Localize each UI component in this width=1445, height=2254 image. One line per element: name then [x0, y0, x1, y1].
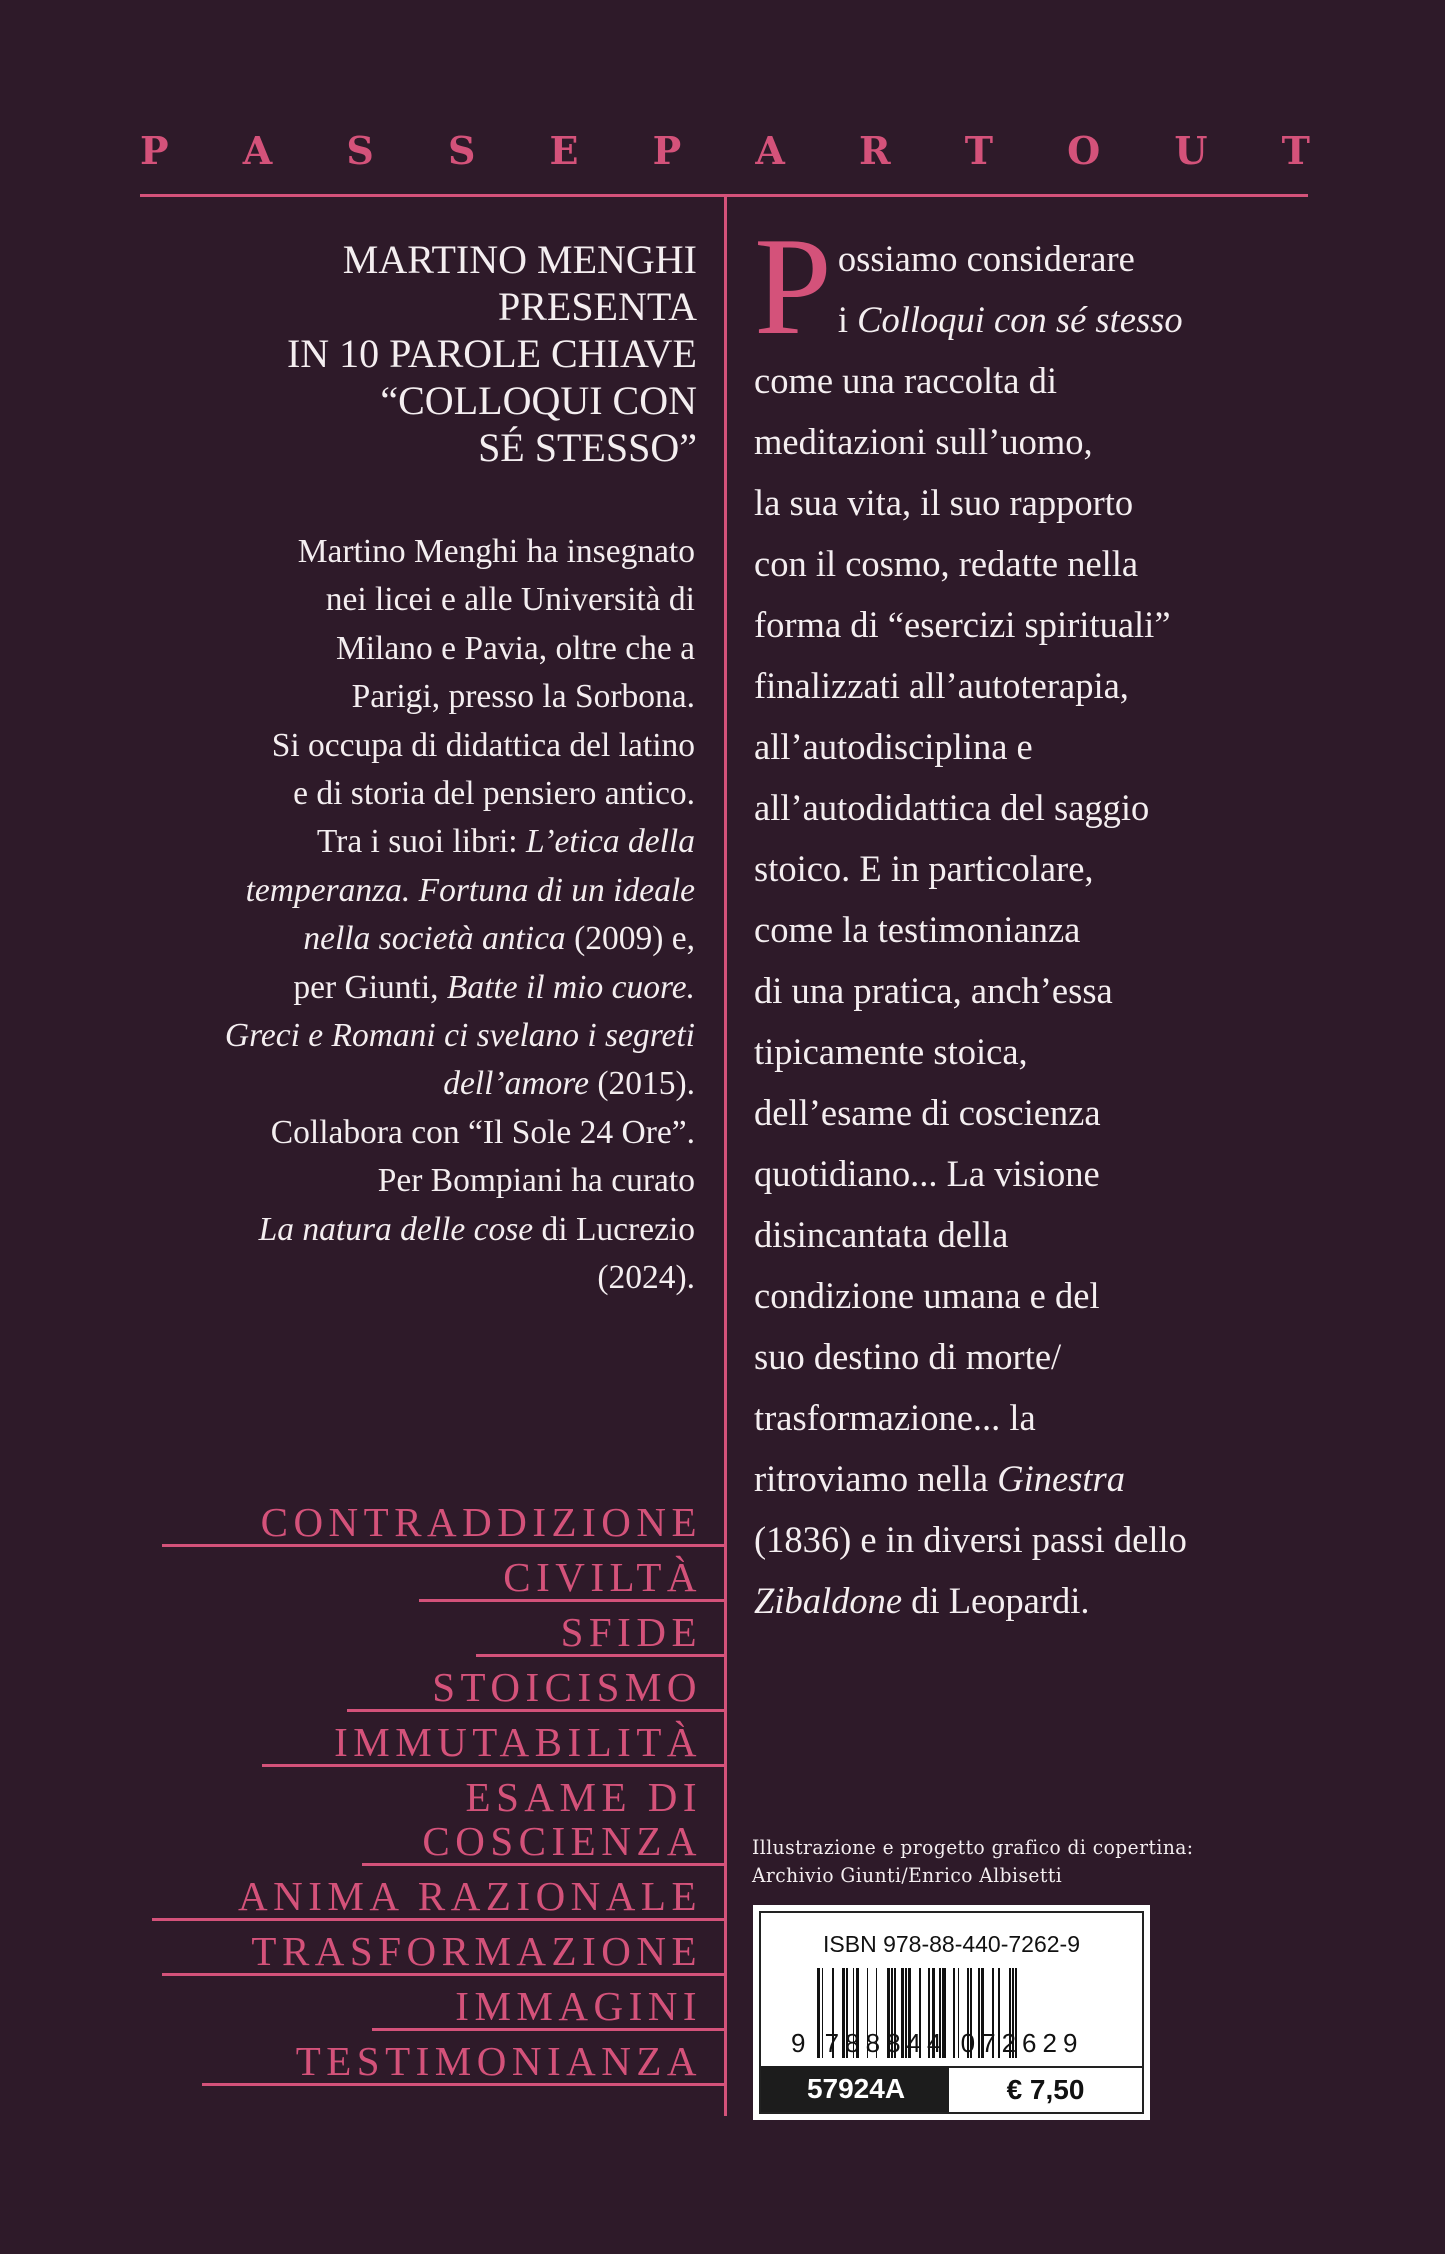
bio-line: e di storia del pensiero antico. [293, 775, 695, 813]
blurb-line: ossiamo considerare [837, 238, 1135, 279]
title-line: PRESENTA [497, 284, 697, 329]
title-line: IN 10 PAROLE CHIAVE [286, 331, 697, 376]
keyword-list [104, 1492, 724, 2086]
title-line: “COLLOQUI CON [380, 378, 697, 423]
blurb-line: quotidiano... La visione [754, 1153, 1100, 1194]
credit-line-1: Illustrazione e progetto grafico di copertina: [752, 1835, 1194, 1859]
brand-letter: P [652, 128, 682, 173]
series-brand [140, 128, 1310, 173]
brand-letter: P [140, 128, 169, 173]
blurb-line: Zibaldone di Leopardi. [754, 1580, 1090, 1621]
brand-letter: T [964, 128, 993, 173]
blurb-line: con il cosmo, redatte nella [754, 543, 1139, 584]
keyword-item: IMMUTABILITÀ [262, 1712, 724, 1767]
keyword-item: TESTIMONIANZA [202, 2031, 724, 2086]
blurb-line: ritroviamo nella Ginestra [754, 1458, 1126, 1499]
barcode-digits: 9 788844 072629 [791, 2028, 1084, 2058]
blurb-line: condizione umana e del [754, 1275, 1100, 1316]
blurb-line: dell’esame di coscienza [754, 1092, 1101, 1133]
title-line: MARTINO MENGHI [342, 237, 697, 282]
credit-line-2: Archivio Giunti/Enrico Albisetti [752, 1863, 1063, 1887]
bio-line: Greci e Romani ci svelano i segreti [224, 1017, 695, 1055]
blurb-line: all’autodisciplina e [754, 726, 1033, 767]
product-code: 57924A [761, 2066, 951, 2112]
brand-letter: S [447, 128, 476, 173]
blurb-line: come la testimonianza [754, 909, 1081, 950]
blurb-line: trasformazione... la [754, 1397, 1036, 1438]
bio-line: dell’amore (2015). [443, 1065, 695, 1103]
blurb-line: meditazioni sull’uomo, [754, 421, 1093, 462]
bio-line: Milano e Pavia, oltre che a [335, 629, 695, 667]
blurb-line: forma di “esercizi spirituali” [754, 604, 1171, 645]
brand-letter: T [1281, 128, 1310, 173]
isbn-text: ISBN 978-88-440-7262-9 [823, 1931, 1080, 1957]
title-line: SÉ STESSO” [478, 425, 697, 470]
blurb-line: all’autodidattica del saggio [754, 787, 1150, 828]
blurb-line: suo destino di morte/ [754, 1336, 1062, 1377]
keyword-item: CIVILTÀ [419, 1547, 724, 1602]
keyword-item: ESAME DI COSCIENZA [362, 1767, 724, 1866]
dropcap: P [754, 209, 832, 364]
presentation-title [97, 236, 697, 471]
barcode-label [753, 1905, 1150, 2120]
cover-credit [752, 1833, 1194, 1889]
blurb-line: stoico. E in particolare, [754, 848, 1094, 889]
author-bio [135, 528, 695, 1303]
bio-line: Si occupa di didattica del latino [271, 726, 695, 764]
bio-line: Collabora con “Il Sole 24 Ore”. [270, 1113, 695, 1151]
blurb-line: disincantata della [754, 1214, 1009, 1255]
bio-line: (2024). [597, 1259, 695, 1297]
bio-line: Per Bompiani ha curato [377, 1162, 695, 1200]
brand-letter: S [346, 128, 374, 173]
keyword-item: CONTRADDIZIONE [162, 1492, 724, 1547]
blurb-line: (1836) e in diversi passi dello [754, 1519, 1187, 1560]
bio-line: temperanza. Fortuna di un ideale [245, 871, 695, 909]
price-tag: € 7,50 [949, 2066, 1142, 2112]
brand-letter: A [242, 128, 273, 173]
blurb-line: come una raccolta di [754, 360, 1057, 401]
bio-line: Parigi, presso la Sorbona. [351, 678, 695, 716]
brand-letter: O [1067, 128, 1101, 173]
blurb-line: i Colloqui con sé stesso [837, 299, 1183, 340]
keyword-item: IMMAGINI [372, 1976, 724, 2031]
brand-letter: U [1174, 128, 1208, 173]
brand-letter: A [755, 128, 785, 173]
blurb-line: la sua vita, il suo rapporto [754, 482, 1134, 523]
brand-letter: R [858, 128, 891, 173]
column-divider [724, 194, 727, 2116]
blurb-line: finalizzati all’autoterapia, [754, 665, 1129, 706]
blurb-line: tipicamente stoica, [754, 1031, 1028, 1072]
keyword-item: TRASFORMAZIONE [162, 1921, 724, 1976]
keyword-item: STOICISMO [347, 1657, 724, 1712]
keyword-item: SFIDE [476, 1602, 724, 1657]
blurb-text [754, 209, 1314, 1631]
bio-line: per Giunti, Batte il mio cuore. [293, 968, 695, 1006]
bio-line: Martino Menghi ha insegnato [297, 533, 695, 570]
bio-line: La natura delle cose di Lucrezio [258, 1210, 695, 1248]
brand-letter: E [549, 128, 579, 173]
blurb-line: di una pratica, anch’essa [754, 970, 1113, 1011]
bio-line: nella società antica (2009) e, [303, 920, 695, 958]
bio-line: nei licei e alle Università di [325, 581, 695, 619]
bio-line: Tra i suoi libri: L’etica della [316, 823, 695, 861]
keyword-item: ANIMA RAZIONALE [152, 1866, 724, 1921]
